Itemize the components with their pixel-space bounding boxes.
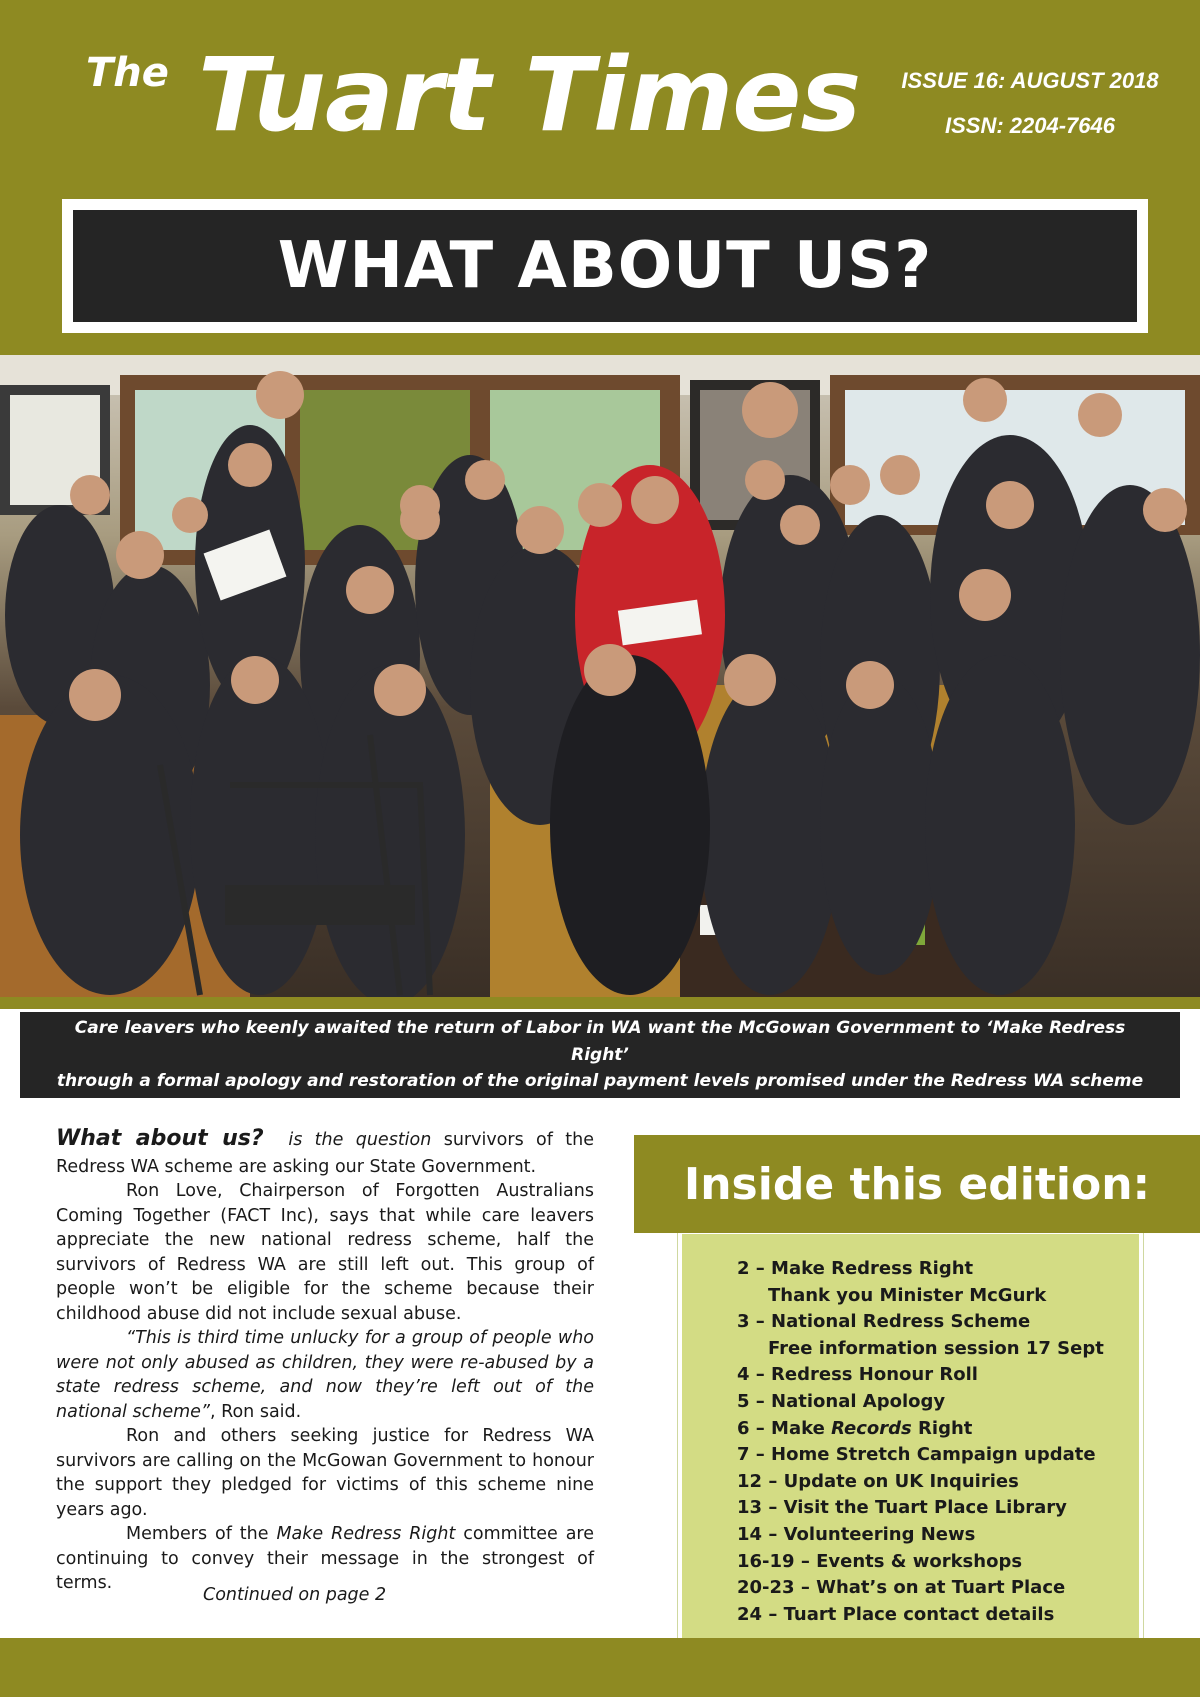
toc-text: 6 – Make	[737, 1417, 832, 1439]
article-quote: “This is third time unlucky for a group of people who were not only abused as children, they were re-abused by a state redress scheme, and now they’re left out of the national scheme”	[56, 1328, 594, 1422]
toc-item[interactable]: 5 – National Apology	[737, 1390, 946, 1412]
toc-item[interactable]: 20-23 – What’s on at Tuart Place	[737, 1577, 1066, 1599]
lead-article	[56, 1124, 594, 1596]
toc-item[interactable]: 13 – Visit the Tuart Place Library	[737, 1497, 1067, 1519]
photo-caption	[48, 1015, 1152, 1094]
toc-item[interactable]: 4 – Redress Honour Roll	[737, 1364, 978, 1386]
article-lead-bold: What about us?	[56, 1126, 264, 1151]
headline-box	[73, 210, 1137, 322]
toc-item[interactable]: 2 – Make Redress Right	[737, 1258, 974, 1279]
article-text: Members of the	[126, 1524, 269, 1545]
article-paragraph: Ron and others seeking justice for Redress WA survivors are calling on the McGowan Government to honour the support they pledged for victims of this scheme nine years ago.	[56, 1426, 594, 1520]
masthead-title: Tuart Times	[198, 36, 861, 155]
masthead-the: The	[86, 50, 169, 96]
toc-item[interactable]: 7 – Home Stretch Campaign update	[737, 1444, 1096, 1466]
toc-item[interactable]: 3 – National Redress Scheme	[737, 1311, 1031, 1333]
toc-item[interactable]: 14 – Volunteering News	[737, 1523, 976, 1545]
inside-edition-title: Inside this edition:	[683, 1158, 1151, 1210]
caption-line-2: through a formal apology and restoration of the original payment levels promised under the Redress WA scheme	[56, 1071, 1144, 1092]
issue-number: ISSUE 16: AUGUST 2018	[901, 68, 1159, 93]
toc-subitem[interactable]: Thank you Minister McGurk	[768, 1284, 1047, 1306]
caption-line-1: Care leavers who keenly awaited the return of Labor in WA want the McGowan Government to ‘Make Redress Right’	[74, 1018, 1126, 1065]
article-quote-attribution: , Ron said.	[209, 1401, 302, 1422]
headline-frame	[62, 199, 1148, 333]
footer-band	[0, 1638, 1200, 1697]
caption-bar	[20, 1012, 1180, 1098]
toc-subitem[interactable]: Free information session 17 Sept	[768, 1337, 1104, 1359]
toc-item[interactable]	[737, 1416, 1137, 1443]
group-photo	[0, 355, 1200, 997]
issn: ISSN: 2204-7646	[945, 113, 1115, 138]
inside-edition-header	[634, 1135, 1200, 1233]
toc-item[interactable]: 24 – Tuart Place contact details	[737, 1603, 1055, 1625]
article-text: committee are continuing to convey their message in the strongest of terms.	[56, 1524, 594, 1594]
toc-item[interactable]: 16-19 – Events & workshops	[737, 1550, 1023, 1572]
article-emphasis: Make Redress Right	[276, 1524, 456, 1545]
article-lead-italic: is the question	[288, 1130, 432, 1150]
toc-item[interactable]: 12 – Update on UK Inquiries	[737, 1470, 1019, 1492]
article-paragraph	[56, 1124, 594, 1179]
group-photo-illustration	[0, 355, 1200, 997]
headline: WHAT ABOUT US?	[277, 229, 933, 303]
toc-emphasis: Records	[831, 1417, 912, 1439]
article-paragraph	[56, 1326, 594, 1424]
article-lead-rest: survivors of the Redress WA scheme are asking our State Government.	[56, 1130, 594, 1177]
photo-divider	[0, 997, 1200, 1009]
table-of-contents	[737, 1256, 1137, 1628]
continued-link[interactable]: Continued on page 2	[203, 1585, 387, 1605]
masthead	[0, 0, 1200, 355]
toc-text: Right	[911, 1417, 973, 1439]
article-paragraph: Ron Love, Chairperson of Forgotten Australians Coming Together (FACT Inc), says that while care leavers appreciate the new national redress scheme, half the survivors of Redress WA are still left out. This group of people won’t be eligible for the scheme because their childhood abuse did not include sexual abuse.	[56, 1181, 594, 1324]
